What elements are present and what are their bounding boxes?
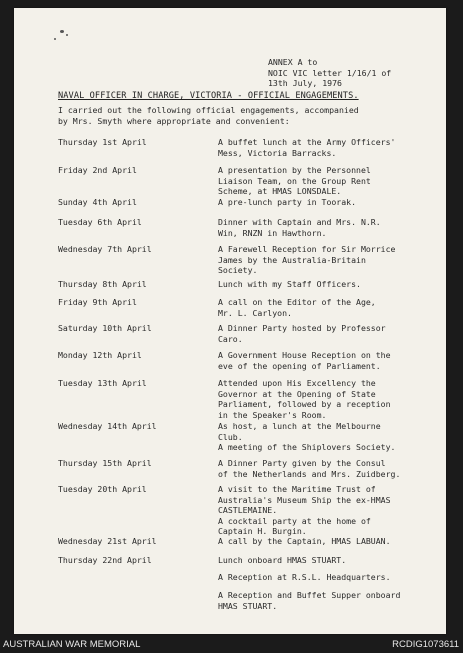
engagement-description-line: James by the Australia-Britain	[218, 254, 366, 265]
engagement-description-line: A Government House Reception on the	[218, 350, 391, 360]
engagement-date: Thursday 22nd April	[58, 555, 152, 565]
engagement-description	[218, 378, 438, 420]
engagement-description-line: A Reception at R.S.L. Headquarters.	[218, 572, 391, 582]
annex-line: 13th July, 1976	[268, 78, 342, 88]
engagement-description-line: A Dinner Party given by the Consul	[218, 458, 386, 468]
engagement-date: Tuesday 20th April	[58, 484, 147, 494]
engagement-date: Wednesday 14th April	[58, 421, 157, 431]
engagement-description	[218, 536, 438, 547]
engagement-description-line: HMAS STUART.	[218, 600, 278, 611]
engagement-description-line: Australia's Museum Ship the ex-HMAS	[218, 494, 391, 505]
engagement-date: Friday 9th April	[58, 297, 137, 307]
engagement-description	[218, 165, 438, 197]
engagement-date: Sunday 4th April	[58, 197, 137, 207]
engagement-description-line: A visit to the Maritime Trust of	[218, 484, 376, 494]
engagement-description-line: A pre-lunch party in Toorak.	[218, 197, 357, 207]
engagement-description-line: Governor at the Opening of State	[218, 388, 376, 399]
engagement-description	[218, 197, 438, 208]
engagement-description-line: Dinner with Captain and Mrs. N.R.	[218, 217, 381, 227]
engagement-description	[218, 590, 438, 611]
annex-line: NOIC VIC letter 1/16/1 of	[268, 67, 392, 78]
engagement-description-line: A buffet lunch at the Army Officers'	[218, 137, 396, 147]
engagement-description	[218, 421, 438, 453]
engagement-description-line: Society.	[218, 265, 258, 275]
engagement-description-line: eve of the opening of Parliament.	[218, 360, 381, 371]
engagement-date: Tuesday 13th April	[58, 378, 147, 388]
engagement-description-line: A call on the Editor of the Age,	[218, 297, 376, 307]
engagement-date: Friday 2nd April	[58, 165, 137, 175]
engagement-description-line: Lunch onboard HMAS STUART.	[218, 555, 347, 565]
engagement-description-line: Club.	[218, 431, 243, 442]
engagement-description	[218, 350, 438, 371]
engagement-description	[218, 323, 438, 344]
engagement-date: Monday 12th April	[58, 350, 142, 360]
engagement-description	[218, 279, 438, 290]
intro-line: I carried out the following official engagements, accompanied	[58, 105, 359, 115]
engagement-description-line: CASTLEMAINE.	[218, 505, 278, 515]
engagement-description-line: A call by the Captain, HMAS LABUAN.	[218, 536, 391, 546]
engagement-description	[218, 484, 438, 537]
engagement-description-line: Caro.	[218, 333, 243, 344]
engagement-description-line: A meeting of the Shiplovers Society.	[218, 442, 396, 452]
engagement-description-line: Parliament, followed by a reception	[218, 399, 391, 409]
engagement-description-line: A Dinner Party hosted by Professor	[218, 323, 386, 333]
engagement-description-line: A Reception and Buffet Supper onboard	[218, 590, 401, 600]
engagement-description	[218, 572, 438, 583]
engagement-description-line: Mr. L. Carlyon.	[218, 307, 292, 318]
engagement-description-line: A presentation by the Personnel	[218, 165, 371, 175]
engagement-description-line: A cocktail party at the home of	[218, 515, 371, 526]
engagement-description	[218, 217, 438, 238]
engagement-description-line: in the Speaker's Room.	[218, 409, 327, 420]
engagement-date: Thursday 15th April	[58, 458, 152, 468]
engagement-description	[218, 297, 438, 318]
engagement-description-line: of the Netherlands and Mrs. Zuidberg.	[218, 468, 401, 479]
engagement-date: Saturday 10th April	[58, 323, 152, 333]
engagement-description	[218, 458, 438, 479]
engagement-date: Tuesday 6th April	[58, 217, 142, 227]
engagement-description-line: Mess, Victoria Barracks.	[218, 147, 337, 158]
footer-source-label: AUSTRALIAN WAR MEMORIAL	[3, 639, 141, 650]
engagement-description	[218, 555, 438, 566]
engagement-date: Thursday 1st April	[58, 137, 147, 147]
engagement-description-line: A Farewell Reception for Sir Morrice	[218, 244, 396, 254]
engagement-date: Thursday 8th April	[58, 279, 147, 289]
engagement-description-line: Liaison Team, on the Group Rent	[218, 175, 371, 186]
footer-record-id: RCDIG1073611	[392, 639, 459, 650]
engagement-description-line: As host, a lunch at the Melbourne	[218, 421, 381, 431]
engagement-description	[218, 137, 438, 158]
engagement-date: Wednesday 21st April	[58, 536, 157, 546]
engagement-description	[218, 244, 438, 276]
engagement-description-line: Lunch with my Staff Officers.	[218, 279, 361, 289]
engagement-description-line: Captain H. Burgin.	[218, 526, 307, 536]
engagement-date: Wednesday 7th April	[58, 244, 152, 254]
document-title: NAVAL OFFICER IN CHARGE, VICTORIA - OFFICIAL ENGAGEMENTS.	[58, 91, 359, 101]
engagement-description-line: Win, RNZN in Hawthorn.	[218, 227, 327, 238]
footer-bar	[0, 636, 463, 653]
intro-line: by Mrs. Smyth where appropriate and convenient:	[58, 115, 290, 126]
annex-line: ANNEX A to	[268, 57, 318, 67]
engagement-description-line: Attended upon His Excellency the	[218, 378, 376, 388]
engagement-description-line: Scheme, at HMAS LONSDALE.	[218, 186, 342, 196]
